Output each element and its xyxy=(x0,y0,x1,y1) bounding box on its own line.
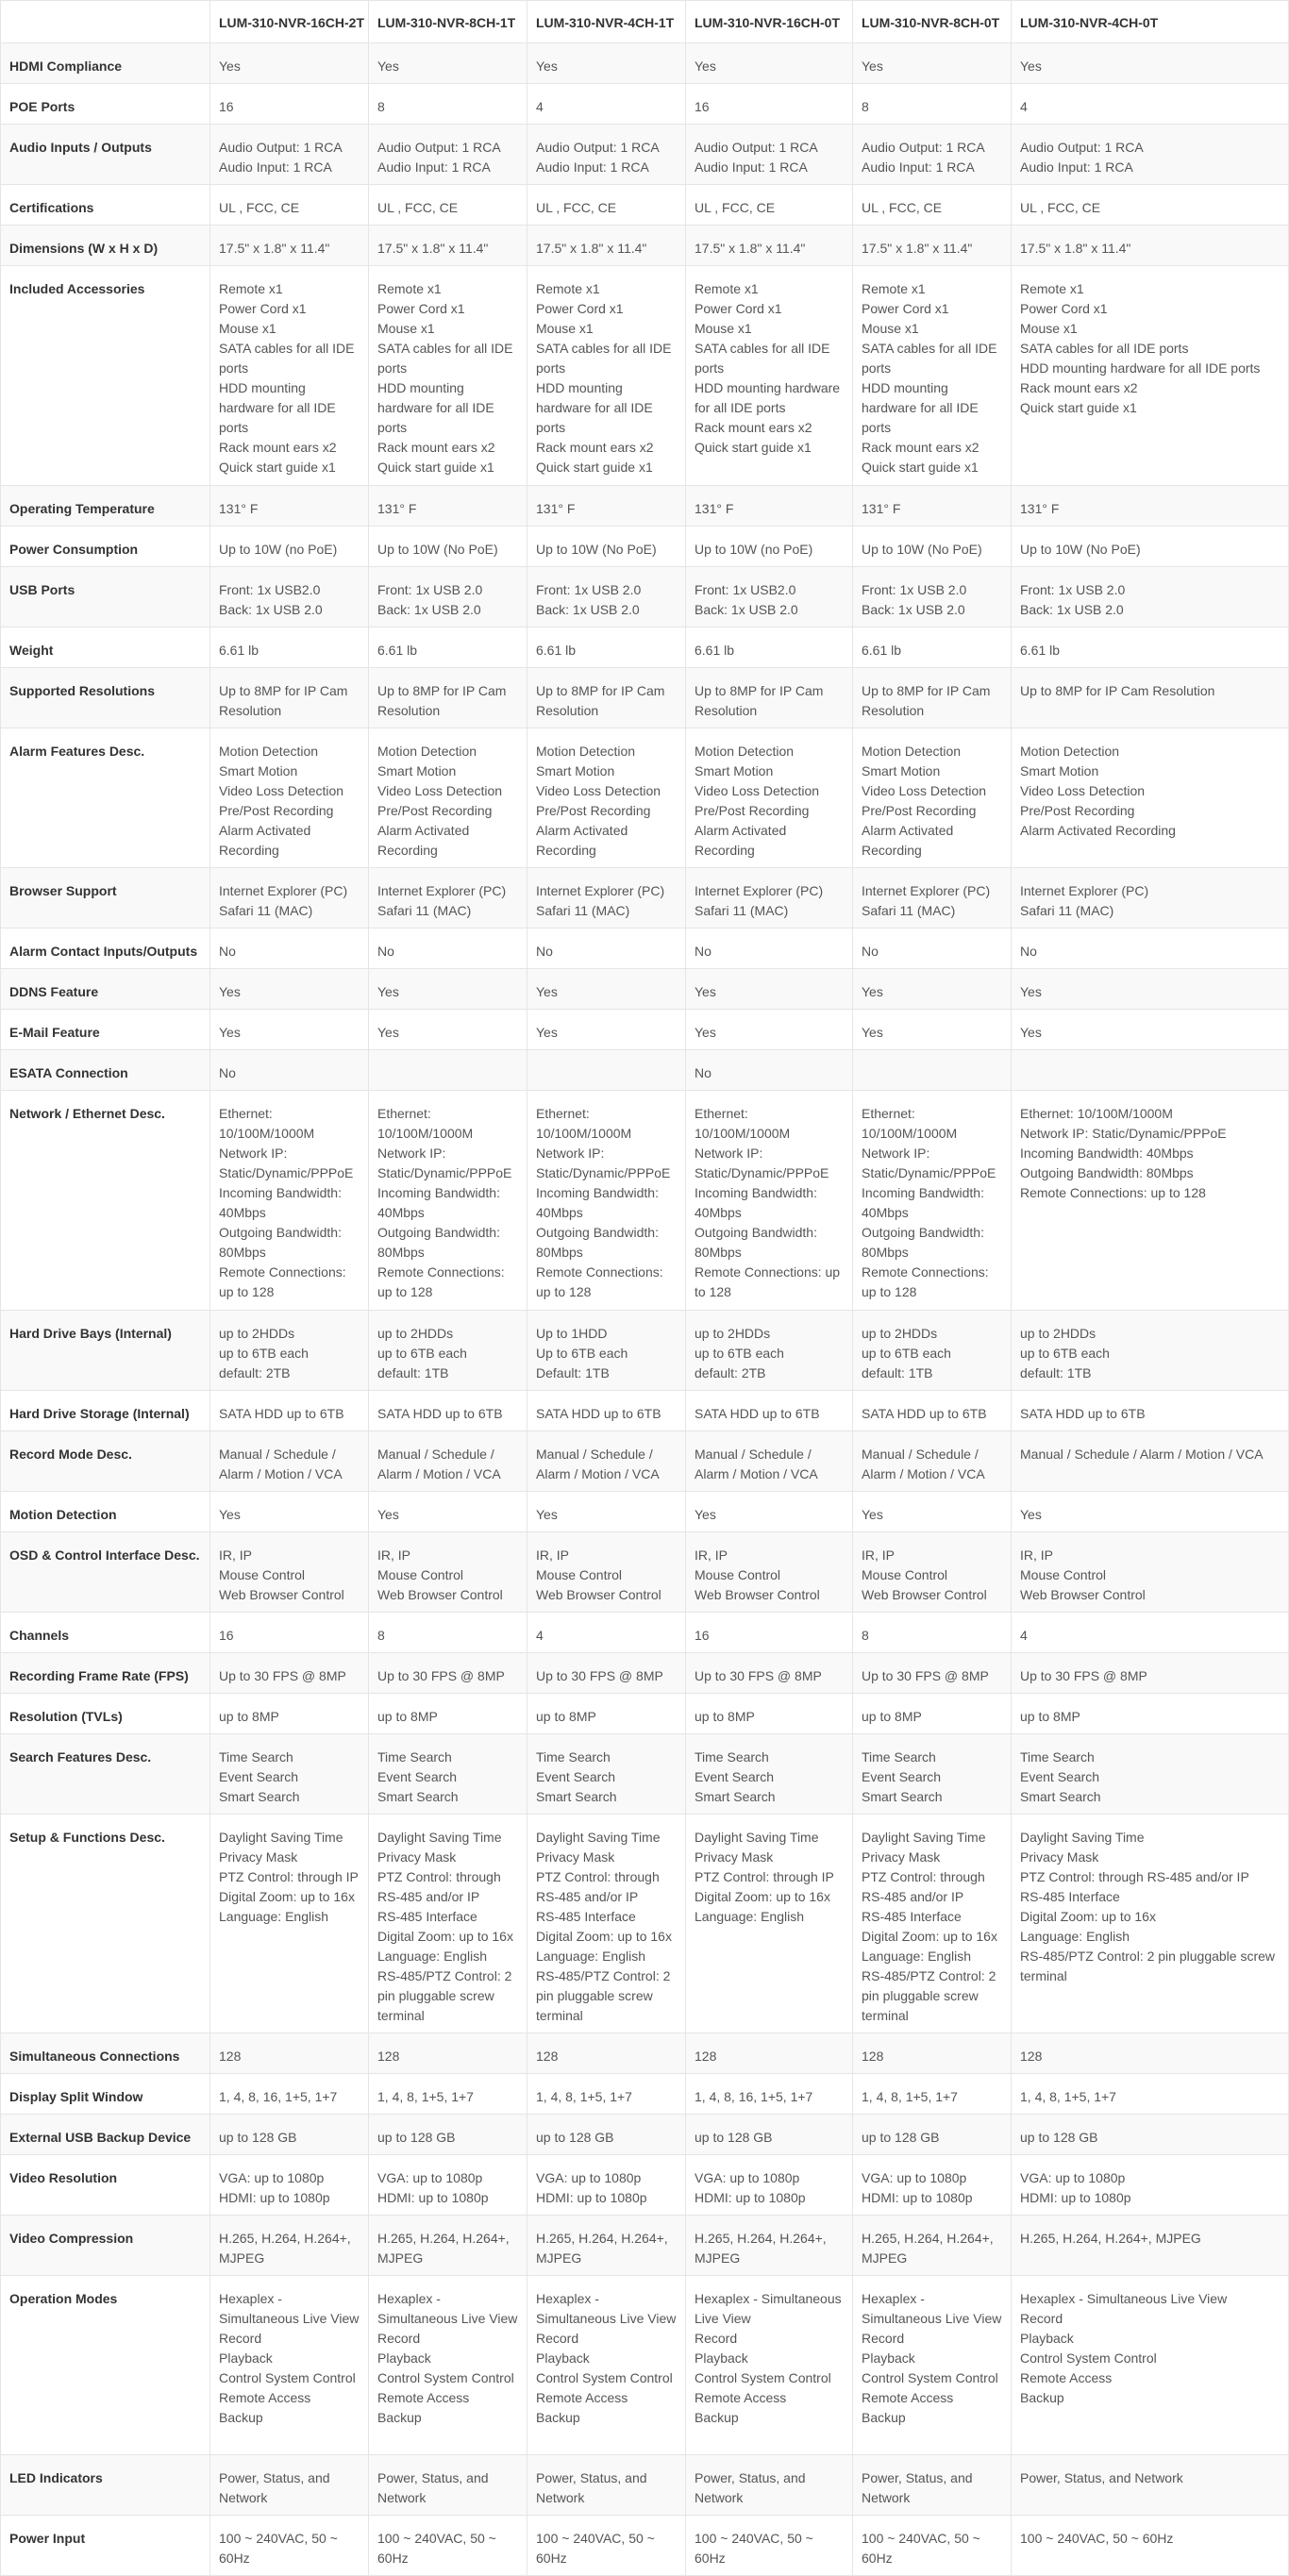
spec-cell: 4 xyxy=(1012,1613,1289,1653)
spec-cell: UL , FCC, CE xyxy=(686,185,853,226)
spec-cell: Power, Status, and Network xyxy=(210,2455,369,2516)
spec-cell: Manual / Schedule / Alarm / Motion / VCA xyxy=(686,1431,853,1492)
spec-cell: Up to 10W (No PoE) xyxy=(1012,527,1289,567)
spec-cell xyxy=(1012,1050,1289,1091)
spec-cell xyxy=(369,1050,527,1091)
spec-cell: up to 2HDDs up to 6TB each default: 1TB xyxy=(853,1311,1012,1391)
spec-cell: 6.61 lb xyxy=(1012,627,1289,668)
row-label: Network / Ethernet Desc. xyxy=(1,1091,210,1311)
spec-cell: 1, 4, 8, 1+5, 1+7 xyxy=(853,2074,1012,2115)
spec-cell: Ethernet: 10/100M/1000M Network IP: Static/Dynamic/PPPoE Incoming Bandwidth: 40Mbps Outgoing Bandwidth: 80Mbps Remote Connections: up to 128 xyxy=(527,1091,686,1311)
row-label: Dimensions (W x H x D) xyxy=(1,226,210,266)
row-label: USB Ports xyxy=(1,567,210,627)
table-row xyxy=(1,2155,1289,2216)
spec-cell: SATA HDD up to 6TB xyxy=(853,1391,1012,1431)
spec-cell: 6.61 lb xyxy=(210,627,369,668)
spec-cell: Manual / Schedule / Alarm / Motion / VCA xyxy=(369,1431,527,1492)
row-label: Power Consumption xyxy=(1,527,210,567)
spec-cell: Up to 10W (no PoE) xyxy=(686,527,853,567)
row-label: Included Accessories xyxy=(1,266,210,486)
spec-cell: Up to 30 FPS @ 8MP xyxy=(210,1653,369,1694)
row-label: Operation Modes xyxy=(1,2276,210,2455)
spec-cell: Remote x1 Power Cord x1 Mouse x1 SATA cables for all IDE ports HDD mounting hardware for all IDE ports Rack mount ears x2 Quick start guide x1 xyxy=(369,266,527,486)
spec-cell: Yes xyxy=(527,1010,686,1050)
spec-cell: up to 8MP xyxy=(210,1694,369,1734)
spec-cell: Hexaplex - Simultaneous Live View Record Playback Control System Control Remote Access Backup xyxy=(686,2276,853,2455)
table-row xyxy=(1,486,1289,527)
row-label: POE Ports xyxy=(1,84,210,125)
spec-cell: Daylight Saving Time Privacy Mask PTZ Control: through RS-485 and/or IP RS-485 Interface Digital Zoom: up to 16x Language: English RS-485/PTZ Control: 2 pin pluggable screw terminal xyxy=(853,1815,1012,2033)
spec-cell: 131° F xyxy=(1012,486,1289,527)
table-row xyxy=(1,125,1289,185)
spec-cell: up to 8MP xyxy=(1012,1694,1289,1734)
spec-cell: IR, IP Mouse Control Web Browser Control xyxy=(853,1532,1012,1613)
table-row xyxy=(1,1431,1289,1492)
row-label: Video Resolution xyxy=(1,2155,210,2216)
spec-cell: UL , FCC, CE xyxy=(1012,185,1289,226)
spec-cell: Up to 30 FPS @ 8MP xyxy=(369,1653,527,1694)
spec-cell: up to 128 GB xyxy=(853,2115,1012,2155)
spec-cell: up to 128 GB xyxy=(1012,2115,1289,2155)
spec-cell: up to 2HDDs up to 6TB each default: 1TB xyxy=(1012,1311,1289,1391)
spec-cell: SATA HDD up to 6TB xyxy=(369,1391,527,1431)
spec-cell: 4 xyxy=(527,1613,686,1653)
row-label: Hard Drive Bays (Internal) xyxy=(1,1311,210,1391)
spec-cell: up to 128 GB xyxy=(527,2115,686,2155)
spec-cell: Yes xyxy=(210,43,369,84)
spec-cell: Yes xyxy=(210,1492,369,1532)
spec-cell: 131° F xyxy=(210,486,369,527)
spec-cell: up to 2HDDs up to 6TB each default: 2TB xyxy=(686,1311,853,1391)
spec-cell: Up to 8MP for IP Cam Resolution xyxy=(1012,668,1289,728)
spec-cell: 100 ~ 240VAC, 50 ~ 60Hz xyxy=(686,2516,853,2576)
spec-cell: 6.61 lb xyxy=(853,627,1012,668)
spec-cell: up to 8MP xyxy=(853,1694,1012,1734)
spec-cell: 131° F xyxy=(853,486,1012,527)
spec-cell: Ethernet: 10/100M/1000M Network IP: Static/Dynamic/PPPoE Incoming Bandwidth: 40Mbps Outgoing Bandwidth: 80Mbps Remote Connections: up to 128 xyxy=(1012,1091,1289,1311)
row-label: LED Indicators xyxy=(1,2455,210,2516)
spec-cell: Remote x1 Power Cord x1 Mouse x1 SATA cables for all IDE ports HDD mounting hardware for all IDE ports Rack mount ears x2 Quick start guide x1 xyxy=(853,266,1012,486)
table-row xyxy=(1,1613,1289,1653)
spec-cell: up to 8MP xyxy=(686,1694,853,1734)
spec-cell: 1, 4, 8, 16, 1+5, 1+7 xyxy=(210,2074,369,2115)
row-label: External USB Backup Device xyxy=(1,2115,210,2155)
spec-cell: 128 xyxy=(1012,2033,1289,2074)
spec-cell: SATA HDD up to 6TB xyxy=(210,1391,369,1431)
spec-cell: Daylight Saving Time Privacy Mask PTZ Control: through RS-485 and/or IP RS-485 Interface Digital Zoom: up to 16x Language: English RS-485/PTZ Control: 2 pin pluggable screw terminal xyxy=(527,1815,686,2033)
row-label: Operating Temperature xyxy=(1,486,210,527)
spec-cell: Yes xyxy=(853,969,1012,1010)
table-row xyxy=(1,84,1289,125)
spec-cell: 128 xyxy=(686,2033,853,2074)
table-row xyxy=(1,969,1289,1010)
spec-cell: 8 xyxy=(369,1613,527,1653)
spec-cell: Remote x1 Power Cord x1 Mouse x1 SATA cables for all IDE ports HDD mounting hardware for all IDE ports Rack mount ears x2 Quick start guide x1 xyxy=(686,266,853,486)
spec-cell: 8 xyxy=(369,84,527,125)
row-label: Browser Support xyxy=(1,868,210,928)
spec-cell: Hexaplex - Simultaneous Live View Record Playback Control System Control Remote Access Backup xyxy=(1012,2276,1289,2455)
spec-cell: up to 128 GB xyxy=(686,2115,853,2155)
spec-cell: Manual / Schedule / Alarm / Motion / VCA xyxy=(1012,1431,1289,1492)
spec-cell: Audio Output: 1 RCA Audio Input: 1 RCA xyxy=(527,125,686,185)
spec-cell: Up to 30 FPS @ 8MP xyxy=(686,1653,853,1694)
spec-cell: UL , FCC, CE xyxy=(369,185,527,226)
row-label: Channels xyxy=(1,1613,210,1653)
spec-cell: H.265, H.264, H.264+, MJPEG xyxy=(210,2216,369,2276)
spec-cell: Up to 1HDD Up to 6TB each Default: 1TB xyxy=(527,1311,686,1391)
spec-cell: 131° F xyxy=(686,486,853,527)
spec-cell: Up to 8MP for IP Cam Resolution xyxy=(369,668,527,728)
spec-cell: Ethernet: 10/100M/1000M Network IP: Static/Dynamic/PPPoE Incoming Bandwidth: 40Mbps Outgoing Bandwidth: 80Mbps Remote Connections: up to 128 xyxy=(686,1091,853,1311)
spec-cell: No xyxy=(1012,928,1289,969)
spec-cell: VGA: up to 1080p HDMI: up to 1080p xyxy=(853,2155,1012,2216)
spec-cell: 1, 4, 8, 1+5, 1+7 xyxy=(527,2074,686,2115)
spec-cell: Time Search Event Search Smart Search xyxy=(853,1734,1012,1815)
spec-cell: 100 ~ 240VAC, 50 ~ 60Hz xyxy=(527,2516,686,2576)
row-label: Setup & Functions Desc. xyxy=(1,1815,210,2033)
spec-cell: Motion Detection Smart Motion Video Loss Detection Pre/Post Recording Alarm Activated Recording xyxy=(853,728,1012,868)
spec-cell: 17.5" x 1.8" x 11.4" xyxy=(853,226,1012,266)
spec-cell: Yes xyxy=(686,43,853,84)
table-row xyxy=(1,2033,1289,2074)
row-label: Motion Detection xyxy=(1,1492,210,1532)
spec-cell: Time Search Event Search Smart Search xyxy=(1012,1734,1289,1815)
spec-cell: Motion Detection Smart Motion Video Loss Detection Pre/Post Recording Alarm Activated Recording xyxy=(1012,728,1289,868)
spec-cell: Front: 1x USB2.0 Back: 1x USB 2.0 xyxy=(210,567,369,627)
spec-cell: Daylight Saving Time Privacy Mask PTZ Control: through RS-485 and/or IP RS-485 Interface Digital Zoom: up to 16x Language: English RS-485/PTZ Control: 2 pin pluggable screw terminal xyxy=(369,1815,527,2033)
row-label: Weight xyxy=(1,627,210,668)
spec-cell: 16 xyxy=(686,1613,853,1653)
spec-cell: Yes xyxy=(686,969,853,1010)
row-label: Search Features Desc. xyxy=(1,1734,210,1815)
row-label: Simultaneous Connections xyxy=(1,2033,210,2074)
row-label: Display Split Window xyxy=(1,2074,210,2115)
spec-cell: Hexaplex - Simultaneous Live View Record Playback Control System Control Remote Access Backup xyxy=(527,2276,686,2455)
spec-cell: VGA: up to 1080p HDMI: up to 1080p xyxy=(527,2155,686,2216)
spec-cell: Power, Status, and Network xyxy=(527,2455,686,2516)
spec-cell: Front: 1x USB 2.0 Back: 1x USB 2.0 xyxy=(853,567,1012,627)
spec-cell: SATA HDD up to 6TB xyxy=(1012,1391,1289,1431)
table-row xyxy=(1,928,1289,969)
spec-cell: 8 xyxy=(853,84,1012,125)
row-label: Resolution (TVLs) xyxy=(1,1694,210,1734)
spec-cell: Audio Output: 1 RCA Audio Input: 1 RCA xyxy=(369,125,527,185)
spec-cell: Up to 10W (No PoE) xyxy=(853,527,1012,567)
spec-cell: Time Search Event Search Smart Search xyxy=(527,1734,686,1815)
table-row xyxy=(1,2276,1289,2455)
spec-cell: SATA HDD up to 6TB xyxy=(527,1391,686,1431)
spec-cell: 6.61 lb xyxy=(369,627,527,668)
spec-cell: Up to 8MP for IP Cam Resolution xyxy=(853,668,1012,728)
row-label: DDNS Feature xyxy=(1,969,210,1010)
spec-cell: Yes xyxy=(1012,969,1289,1010)
spec-cell: No xyxy=(686,1050,853,1091)
spec-cell: H.265, H.264, H.264+, MJPEG xyxy=(1012,2216,1289,2276)
spec-cell: Up to 30 FPS @ 8MP xyxy=(527,1653,686,1694)
row-label: Power Input xyxy=(1,2516,210,2576)
spec-cell: 100 ~ 240VAC, 50 ~ 60Hz xyxy=(853,2516,1012,2576)
spec-cell: Ethernet: 10/100M/1000M Network IP: Static/Dynamic/PPPoE Incoming Bandwidth: 40Mbps Outgoing Bandwidth: 80Mbps Remote Connections: up to 128 xyxy=(210,1091,369,1311)
spec-cell: No xyxy=(527,928,686,969)
spec-cell: Yes xyxy=(210,1010,369,1050)
spec-cell: Manual / Schedule / Alarm / Motion / VCA xyxy=(210,1431,369,1492)
spec-cell: Yes xyxy=(527,1492,686,1532)
spec-cell: No xyxy=(210,928,369,969)
spec-cell: Motion Detection Smart Motion Video Loss Detection Pre/Post Recording Alarm Activated Recording xyxy=(686,728,853,868)
spec-cell: VGA: up to 1080p HDMI: up to 1080p xyxy=(210,2155,369,2216)
spec-cell: IR, IP Mouse Control Web Browser Control xyxy=(686,1532,853,1613)
table-body xyxy=(1,43,1289,2576)
spec-cell: Internet Explorer (PC) Safari 11 (MAC) xyxy=(210,868,369,928)
spec-cell: Manual / Schedule / Alarm / Motion / VCA xyxy=(853,1431,1012,1492)
spec-cell: Ethernet: 10/100M/1000M Network IP: Static/Dynamic/PPPoE Incoming Bandwidth: 40Mbps Outgoing Bandwidth: 80Mbps Remote Connections: up to 128 xyxy=(853,1091,1012,1311)
spec-cell: up to 2HDDs up to 6TB each default: 1TB xyxy=(369,1311,527,1391)
spec-cell: 100 ~ 240VAC, 50 ~ 60Hz xyxy=(210,2516,369,2576)
table-row xyxy=(1,43,1289,84)
spec-cell: Up to 8MP for IP Cam Resolution xyxy=(686,668,853,728)
spec-cell: Yes xyxy=(1012,1492,1289,1532)
spec-cell: 128 xyxy=(369,2033,527,2074)
spec-cell: Up to 30 FPS @ 8MP xyxy=(1012,1653,1289,1694)
spec-cell: Hexaplex - Simultaneous Live View Record Playback Control System Control Remote Access Backup xyxy=(853,2276,1012,2455)
spec-cell: UL , FCC, CE xyxy=(527,185,686,226)
spec-cell: 17.5" x 1.8" x 11.4" xyxy=(527,226,686,266)
spec-cell: 4 xyxy=(527,84,686,125)
spec-cell: Up to 8MP for IP Cam Resolution xyxy=(527,668,686,728)
spec-cell: Yes xyxy=(853,43,1012,84)
table-row xyxy=(1,868,1289,928)
spec-cell: Up to 10W (No PoE) xyxy=(369,527,527,567)
table-row xyxy=(1,1694,1289,1734)
spec-cell: up to 8MP xyxy=(369,1694,527,1734)
row-label: ESATA Connection xyxy=(1,1050,210,1091)
spec-cell: H.265, H.264, H.264+, MJPEG xyxy=(686,2216,853,2276)
row-label: Alarm Features Desc. xyxy=(1,728,210,868)
spec-cell: No xyxy=(853,928,1012,969)
spec-cell: Yes xyxy=(369,1010,527,1050)
spec-cell: SATA HDD up to 6TB xyxy=(686,1391,853,1431)
table-row xyxy=(1,567,1289,627)
spec-cell: Power, Status, and Network xyxy=(1012,2455,1289,2516)
row-label: E-Mail Feature xyxy=(1,1010,210,1050)
spec-cell: Up to 10W (no PoE) xyxy=(210,527,369,567)
spec-cell: 17.5" x 1.8" x 11.4" xyxy=(210,226,369,266)
spec-cell: 128 xyxy=(527,2033,686,2074)
spec-cell: 17.5" x 1.8" x 11.4" xyxy=(686,226,853,266)
spec-cell: up to 128 GB xyxy=(369,2115,527,2155)
spec-cell: Yes xyxy=(1012,43,1289,84)
spec-cell: Power, Status, and Network xyxy=(686,2455,853,2516)
table-row xyxy=(1,1391,1289,1431)
spec-cell: Remote x1 Power Cord x1 Mouse x1 SATA cables for all IDE ports HDD mounting hardware for all IDE ports Rack mount ears x2 Quick start guide x1 xyxy=(210,266,369,486)
spec-cell: up to 128 GB xyxy=(210,2115,369,2155)
table-row xyxy=(1,1653,1289,1694)
spec-cell: Manual / Schedule / Alarm / Motion / VCA xyxy=(527,1431,686,1492)
spec-cell: Remote x1 Power Cord x1 Mouse x1 SATA cables for all IDE ports HDD mounting hardware for all IDE ports Rack mount ears x2 Quick start guide x1 xyxy=(1012,266,1289,486)
spec-cell: No xyxy=(210,1050,369,1091)
spec-cell: Yes xyxy=(369,43,527,84)
row-label: Supported Resolutions xyxy=(1,668,210,728)
spec-cell: IR, IP Mouse Control Web Browser Control xyxy=(210,1532,369,1613)
spec-cell: IR, IP Mouse Control Web Browser Control xyxy=(369,1532,527,1613)
column-header-model: LUM-310-NVR-8CH-0T xyxy=(853,1,1012,43)
spec-cell: Yes xyxy=(853,1492,1012,1532)
spec-cell: 1, 4, 8, 1+5, 1+7 xyxy=(1012,2074,1289,2115)
spec-cell: H.265, H.264, H.264+, MJPEG xyxy=(369,2216,527,2276)
table-row xyxy=(1,2516,1289,2576)
spec-cell: Daylight Saving Time Privacy Mask PTZ Control: through IP Digital Zoom: up to 16x Language: English xyxy=(210,1815,369,2033)
spec-cell: up to 8MP xyxy=(527,1694,686,1734)
spec-cell: Power, Status, and Network xyxy=(853,2455,1012,2516)
row-label: Alarm Contact Inputs/Outputs xyxy=(1,928,210,969)
spec-cell: No xyxy=(686,928,853,969)
spec-cell: UL , FCC, CE xyxy=(210,185,369,226)
spec-cell: Yes xyxy=(527,969,686,1010)
spec-cell: IR, IP Mouse Control Web Browser Control xyxy=(527,1532,686,1613)
spec-cell: VGA: up to 1080p HDMI: up to 1080p xyxy=(369,2155,527,2216)
row-label: HDMI Compliance xyxy=(1,43,210,84)
table-row xyxy=(1,1050,1289,1091)
table-row xyxy=(1,226,1289,266)
spec-cell: Daylight Saving Time Privacy Mask PTZ Control: through IP Digital Zoom: up to 16x Language: English xyxy=(686,1815,853,2033)
spec-cell: Internet Explorer (PC) Safari 11 (MAC) xyxy=(527,868,686,928)
spec-cell: 17.5" x 1.8" x 11.4" xyxy=(1012,226,1289,266)
table-row xyxy=(1,1815,1289,2033)
spec-cell: Up to 30 FPS @ 8MP xyxy=(853,1653,1012,1694)
table-row xyxy=(1,1010,1289,1050)
spec-cell: 128 xyxy=(853,2033,1012,2074)
spec-cell: Front: 1x USB2.0 Back: 1x USB 2.0 xyxy=(686,567,853,627)
spec-cell: Yes xyxy=(210,969,369,1010)
spec-cell: 131° F xyxy=(527,486,686,527)
spec-cell: 6.61 lb xyxy=(527,627,686,668)
spec-cell: Up to 8MP for IP Cam Resolution xyxy=(210,668,369,728)
spec-cell: Yes xyxy=(369,1492,527,1532)
spec-cell: Hexaplex - Simultaneous Live View Record Playback Control System Control Remote Access Backup xyxy=(369,2276,527,2455)
table-row xyxy=(1,266,1289,486)
spec-cell: Motion Detection Smart Motion Video Loss Detection Pre/Post Recording Alarm Activated Recording xyxy=(369,728,527,868)
table-row xyxy=(1,2115,1289,2155)
spec-cell: Front: 1x USB 2.0 Back: 1x USB 2.0 xyxy=(527,567,686,627)
spec-cell: No xyxy=(369,928,527,969)
spec-cell: Audio Output: 1 RCA Audio Input: 1 RCA xyxy=(1012,125,1289,185)
spec-cell: UL , FCC, CE xyxy=(853,185,1012,226)
spec-cell: Remote x1 Power Cord x1 Mouse x1 SATA cables for all IDE ports HDD mounting hardware for all IDE ports Rack mount ears x2 Quick start guide x1 xyxy=(527,266,686,486)
spec-cell: 1, 4, 8, 16, 1+5, 1+7 xyxy=(686,2074,853,2115)
spec-cell: Up to 10W (No PoE) xyxy=(527,527,686,567)
corner-cell xyxy=(1,1,210,43)
table-row xyxy=(1,527,1289,567)
spec-cell: Yes xyxy=(686,1010,853,1050)
spec-cell: 100 ~ 240VAC, 50 ~ 60Hz xyxy=(369,2516,527,2576)
table-row xyxy=(1,627,1289,668)
column-header-model: LUM-310-NVR-4CH-1T xyxy=(527,1,686,43)
row-label: Certifications xyxy=(1,185,210,226)
spec-cell: Audio Output: 1 RCA Audio Input: 1 RCA xyxy=(210,125,369,185)
spec-cell: H.265, H.264, H.264+, MJPEG xyxy=(853,2216,1012,2276)
spec-cell: Audio Output: 1 RCA Audio Input: 1 RCA xyxy=(853,125,1012,185)
spec-cell: 16 xyxy=(210,84,369,125)
spec-cell: Power, Status, and Network xyxy=(369,2455,527,2516)
row-label: Hard Drive Storage (Internal) xyxy=(1,1391,210,1431)
table-row xyxy=(1,1734,1289,1815)
table-row xyxy=(1,1311,1289,1391)
spec-cell: Internet Explorer (PC) Safari 11 (MAC) xyxy=(369,868,527,928)
spec-cell: 8 xyxy=(853,1613,1012,1653)
spec-cell: H.265, H.264, H.264+, MJPEG xyxy=(527,2216,686,2276)
table-row xyxy=(1,2455,1289,2516)
column-header-model: LUM-310-NVR-16CH-2T xyxy=(210,1,369,43)
spec-cell: Time Search Event Search Smart Search xyxy=(686,1734,853,1815)
spec-cell: 131° F xyxy=(369,486,527,527)
row-label: OSD & Control Interface Desc. xyxy=(1,1532,210,1613)
table-header-row xyxy=(1,1,1289,43)
table-row xyxy=(1,185,1289,226)
spec-cell: VGA: up to 1080p HDMI: up to 1080p xyxy=(1012,2155,1289,2216)
spec-cell: Ethernet: 10/100M/1000M Network IP: Static/Dynamic/PPPoE Incoming Bandwidth: 40Mbps Outgoing Bandwidth: 80Mbps Remote Connections: up to 128 xyxy=(369,1091,527,1311)
spec-cell: Front: 1x USB 2.0 Back: 1x USB 2.0 xyxy=(1012,567,1289,627)
table-row xyxy=(1,2216,1289,2276)
spec-cell: Time Search Event Search Smart Search xyxy=(210,1734,369,1815)
spec-cell: Yes xyxy=(527,43,686,84)
table-row xyxy=(1,1091,1289,1311)
spec-cell: Daylight Saving Time Privacy Mask PTZ Control: through RS-485 and/or IP RS-485 Interface Digital Zoom: up to 16x Language: English RS-485/PTZ Control: 2 pin pluggable screw terminal xyxy=(1012,1815,1289,2033)
spec-cell: IR, IP Mouse Control Web Browser Control xyxy=(1012,1532,1289,1613)
spec-cell xyxy=(853,1050,1012,1091)
spec-cell: Audio Output: 1 RCA Audio Input: 1 RCA xyxy=(686,125,853,185)
column-header-model: LUM-310-NVR-16CH-0T xyxy=(686,1,853,43)
spec-cell: Motion Detection Smart Motion Video Loss Detection Pre/Post Recording Alarm Activated Recording xyxy=(527,728,686,868)
spec-cell: 4 xyxy=(1012,84,1289,125)
table-row xyxy=(1,668,1289,728)
spec-cell: up to 2HDDs up to 6TB each default: 2TB xyxy=(210,1311,369,1391)
row-label: Video Compression xyxy=(1,2216,210,2276)
table-row xyxy=(1,1532,1289,1613)
spec-cell: 128 xyxy=(210,2033,369,2074)
spec-cell: 17.5" x 1.8" x 11.4" xyxy=(369,226,527,266)
spec-cell: Time Search Event Search Smart Search xyxy=(369,1734,527,1815)
spec-cell: 100 ~ 240VAC, 50 ~ 60Hz xyxy=(1012,2516,1289,2576)
spec-cell: Motion Detection Smart Motion Video Loss Detection Pre/Post Recording Alarm Activated Recording xyxy=(210,728,369,868)
spec-cell: Yes xyxy=(853,1010,1012,1050)
row-label: Recording Frame Rate (FPS) xyxy=(1,1653,210,1694)
spec-cell: VGA: up to 1080p HDMI: up to 1080p xyxy=(686,2155,853,2216)
row-label: Record Mode Desc. xyxy=(1,1431,210,1492)
spec-cell: Hexaplex - Simultaneous Live View Record Playback Control System Control Remote Access Backup xyxy=(210,2276,369,2455)
table-row xyxy=(1,1492,1289,1532)
table-row xyxy=(1,728,1289,868)
column-header-model: LUM-310-NVR-4CH-0T xyxy=(1012,1,1289,43)
spec-cell: Internet Explorer (PC) Safari 11 (MAC) xyxy=(1012,868,1289,928)
spec-cell: 6.61 lb xyxy=(686,627,853,668)
spec-cell xyxy=(527,1050,686,1091)
spec-cell: 16 xyxy=(210,1613,369,1653)
row-label: Audio Inputs / Outputs xyxy=(1,125,210,185)
column-header-model: LUM-310-NVR-8CH-1T xyxy=(369,1,527,43)
spec-cell: Internet Explorer (PC) Safari 11 (MAC) xyxy=(686,868,853,928)
spec-cell: Yes xyxy=(369,969,527,1010)
spec-cell: 16 xyxy=(686,84,853,125)
spec-cell: Front: 1x USB 2.0 Back: 1x USB 2.0 xyxy=(369,567,527,627)
table-row xyxy=(1,2074,1289,2115)
spec-cell: Yes xyxy=(686,1492,853,1532)
spec-cell: Internet Explorer (PC) Safari 11 (MAC) xyxy=(853,868,1012,928)
spec-cell: Yes xyxy=(1012,1010,1289,1050)
spec-cell: 1, 4, 8, 1+5, 1+7 xyxy=(369,2074,527,2115)
